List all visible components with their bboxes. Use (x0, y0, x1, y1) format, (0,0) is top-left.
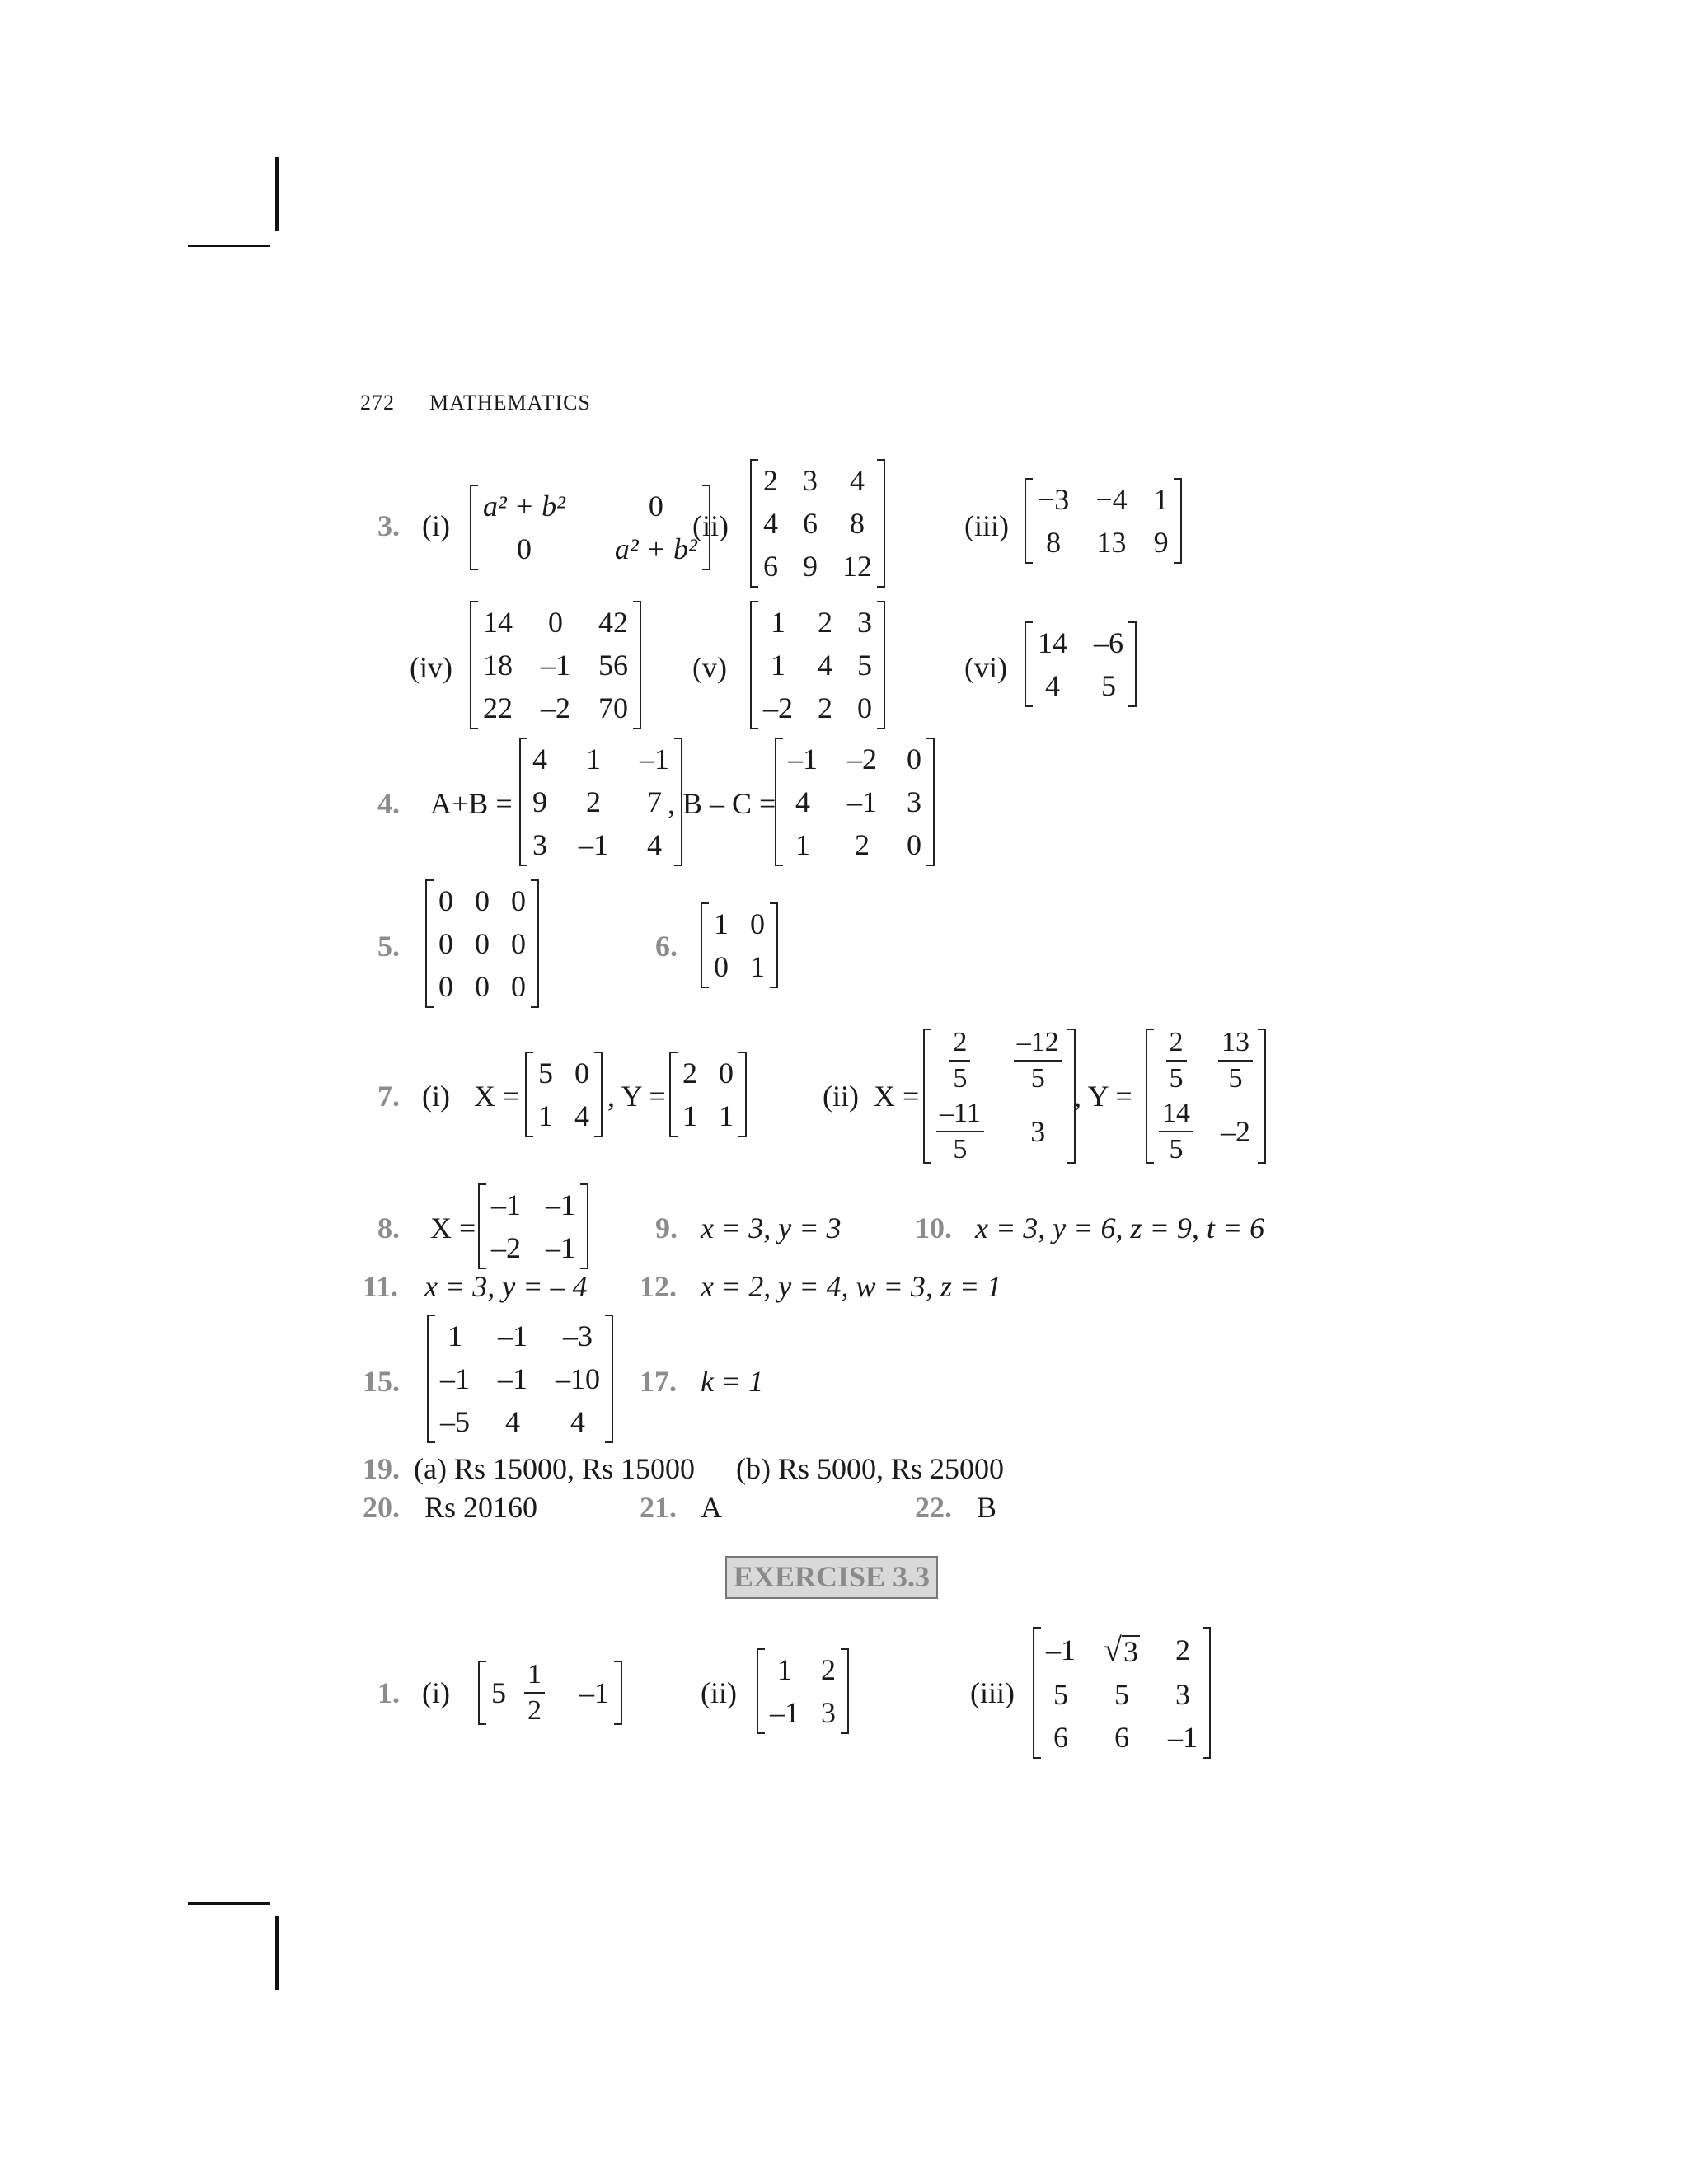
fraction: $\frac{14}{5}$ (1159, 1099, 1193, 1164)
question-number: 8. (377, 1212, 400, 1244)
matrix-cell: 0 (750, 907, 765, 940)
matrix-cell: 0 (511, 970, 526, 1003)
part-label: (i) (422, 1080, 450, 1113)
answer-text: x = 3, y = 3 (701, 1212, 842, 1244)
matrix-cell: 4 (763, 507, 778, 540)
equation-lhs: A+B = (430, 787, 513, 820)
matrix-cell: 8 (1046, 526, 1062, 559)
matrix-cell: –1 (440, 1362, 470, 1395)
matrix-cell: 3 (857, 606, 872, 639)
matrix-cell: 2 (818, 691, 832, 724)
answer-text: x = 3, y = – 4 (424, 1270, 588, 1303)
matrix-cell: 9 (803, 550, 818, 583)
matrix-cell: 0 (475, 970, 490, 1003)
matrix-cell: 5 (538, 1057, 553, 1090)
matrix-cell: 2 (763, 464, 778, 497)
question-number: 17. (640, 1365, 677, 1398)
matrix-cell: –6 (1094, 626, 1123, 659)
part-label: (iii) (970, 1676, 1015, 1709)
matrix-cell: 1 (586, 743, 601, 776)
matrix-cell: –2 (1221, 1115, 1250, 1148)
crop-mark (275, 157, 279, 231)
matrix-cell: 0 (438, 970, 453, 1003)
fraction: $\frac{2}{5}$ (950, 1029, 970, 1093)
equation-lhs: , B – C = (668, 787, 776, 820)
answer-text: A (701, 1491, 722, 1524)
matrix-cell: 5 (857, 649, 872, 682)
question-number: 20. (363, 1491, 400, 1524)
matrix-cell: 4 (818, 649, 832, 682)
matrix-cell: –10 (556, 1362, 600, 1395)
matrix-cell: 2 (1175, 1633, 1190, 1666)
matrix-cell: −3 (1038, 483, 1070, 516)
answer-text: Rs 20160 (424, 1491, 538, 1524)
question-number: 1. (377, 1676, 400, 1709)
question-number: 4. (377, 787, 400, 820)
answer-text: k = 1 (701, 1365, 764, 1398)
matrix-cell: 4 (795, 785, 810, 818)
matrix-cell: 5 (1114, 1678, 1129, 1711)
matrix-cell: a² + b² (614, 532, 697, 565)
matrix-cell: 2 (818, 606, 832, 639)
question-number: 21. (640, 1491, 677, 1524)
equation-lhs: X = (874, 1080, 920, 1113)
matrix-cell: 6 (1053, 1721, 1068, 1754)
matrix-cell: 4 (1045, 669, 1060, 702)
matrix-cell: 70 (598, 691, 628, 724)
matrix-cell: 8 (850, 507, 865, 540)
part-label: (i) (422, 1676, 450, 1709)
matrix-cell: 0 (714, 950, 729, 983)
matrix-cell: –2 (491, 1231, 521, 1264)
answer-text: (a) Rs 15000, Rs 15000 (414, 1452, 695, 1485)
matrix-cell: 1 (795, 828, 810, 861)
matrix-cell: 4 (850, 464, 865, 497)
matrix-cell: 0 (438, 884, 453, 917)
part-label: (ii) (823, 1080, 859, 1113)
matrix-cell: 2 (586, 785, 601, 818)
matrix-cell: 0 (475, 884, 490, 917)
exercise-heading: EXERCISE 3.3 (725, 1556, 938, 1599)
fraction: $\frac{2}{5}$ (1166, 1029, 1187, 1093)
crop-mark (275, 1916, 279, 1990)
matrix-cell: 0 (475, 927, 490, 960)
page-number: 272 (360, 391, 395, 415)
matrix-cell: 6 (763, 550, 778, 583)
matrix-cell: –1 (498, 1362, 528, 1395)
matrix-cell: 42 (598, 606, 628, 639)
matrix-cell: 3 (532, 828, 547, 861)
fraction: $\frac{1}{2}$ (524, 1661, 545, 1725)
sqrt-cell (1104, 1627, 1140, 1673)
equation-lhs: X = (474, 1080, 520, 1113)
matrix-cell: 1 (771, 649, 785, 682)
matrix-cell: 14 (483, 606, 513, 639)
matrix-cell: 56 (598, 649, 628, 682)
matrix-cell: –1 (640, 743, 669, 776)
matrix-cell: 9 (1153, 526, 1169, 559)
question-number: 9. (655, 1212, 678, 1244)
matrix-cell: 0 (516, 532, 532, 565)
matrix-cell: 1 (448, 1319, 462, 1352)
question-number: 22. (915, 1491, 952, 1524)
part-label: (i) (422, 509, 450, 542)
part-label: (ii) (701, 1676, 737, 1709)
matrix-cell: 18 (483, 649, 513, 682)
matrix-cell: –1 (491, 1188, 521, 1221)
matrix-cell: 5 (1101, 669, 1116, 702)
matrix-cell: –1 (546, 1188, 575, 1221)
fraction: $\frac{-11}{5}$ (936, 1099, 984, 1164)
equation-lhs: X = (430, 1212, 476, 1244)
question-number: 3. (377, 509, 400, 542)
matrix-cell: 1 (714, 907, 729, 940)
running-title: MATHEMATICS (429, 391, 591, 415)
matrix-cell: 7 (647, 785, 662, 818)
matrix-cell: –1 (579, 1676, 609, 1709)
matrix-cell: –1 (579, 828, 608, 861)
matrix-cell: –1 (546, 1231, 575, 1264)
matrix-cell: 4 (532, 743, 547, 776)
matrix-cell: –1 (541, 649, 570, 682)
matrix-cell: 0 (438, 927, 453, 960)
matrix-cell: –3 (563, 1319, 593, 1352)
matrix-cell: 4 (574, 1099, 589, 1132)
matrix-cell: 0 (907, 828, 921, 861)
matrix-cell: −4 (1095, 483, 1128, 516)
matrix-cell: –1 (1046, 1633, 1076, 1666)
matrix-cell: 12 (842, 550, 872, 583)
matrix-cell: 1 (682, 1099, 697, 1132)
fraction: $\frac{13}{5}$ (1218, 1029, 1253, 1093)
matrix-cell: 3 (1030, 1115, 1046, 1148)
matrix-cell: 3 (803, 464, 818, 497)
answer-text: x = 2, y = 4, w = 3, z = 1 (701, 1270, 1002, 1303)
matrix-cell: 4 (505, 1405, 520, 1438)
matrix-cell: 6 (803, 507, 818, 540)
part-label: (v) (692, 651, 727, 684)
matrix-cell: 6 (1114, 1721, 1129, 1754)
matrix-cell: –1 (788, 743, 818, 776)
part-label: (vi) (964, 651, 1007, 684)
equation-lhs: , Y = (1074, 1080, 1132, 1113)
matrix-cell: 4 (570, 1405, 585, 1438)
matrix-cell: –1 (498, 1319, 528, 1352)
matrix-cell: 1 (777, 1653, 792, 1686)
question-number: 12. (640, 1270, 677, 1303)
part-label: (ii) (692, 509, 729, 542)
radicand: 3 (1123, 1635, 1138, 1668)
matrix-cell: 1 (538, 1099, 553, 1132)
question-number: 15. (363, 1365, 400, 1398)
answer-text: x = 3, y = 6, z = 9, t = 6 (975, 1212, 1265, 1244)
matrix-cell: –1 (1167, 1721, 1198, 1754)
question-number: 10. (915, 1212, 952, 1244)
matrix-cell: a² + b² (483, 490, 565, 523)
matrix-cell: –2 (847, 743, 877, 776)
matrix-cell: –1 (770, 1696, 799, 1729)
matrix-cell: 22 (483, 691, 513, 724)
matrix-cell: 3 (907, 785, 921, 818)
answer-text: B (977, 1491, 997, 1524)
matrix-cell: 0 (511, 884, 526, 917)
answer-text: (b) Rs 5000, Rs 25000 (736, 1452, 1005, 1485)
matrix-cell: 0 (648, 490, 663, 523)
question-number: 5. (377, 930, 400, 963)
crop-mark (188, 1902, 270, 1905)
matrix-cell: 0 (719, 1057, 734, 1090)
crop-mark (188, 245, 270, 247)
matrix-cell: –2 (541, 691, 570, 724)
matrix-cell: 1 (719, 1099, 734, 1132)
equation-lhs: , Y = (607, 1080, 666, 1113)
question-number: 11. (363, 1270, 399, 1303)
matrix-cell: –1 (847, 785, 877, 818)
fraction: $\frac{-12}{5}$ (1014, 1029, 1062, 1093)
matrix-cell: 5 (491, 1676, 506, 1709)
sqrt-icon: √ (1104, 1631, 1122, 1668)
matrix-cell: –5 (440, 1405, 470, 1438)
matrix-cell: 1 (771, 606, 785, 639)
matrix-cell: 13 (1096, 526, 1127, 559)
matrix-cell: 0 (548, 606, 563, 639)
matrix-cell: 5 (1053, 1678, 1068, 1711)
matrix-cell: 2 (821, 1653, 836, 1686)
matrix-cell: 4 (647, 828, 662, 861)
matrix-cell: 2 (855, 828, 870, 861)
part-label: (iv) (410, 651, 452, 684)
question-number: 6. (655, 930, 678, 963)
matrix-cell: 14 (1038, 626, 1067, 659)
matrix-cell: 2 (682, 1057, 697, 1090)
matrix-cell: 3 (821, 1696, 836, 1729)
question-number: 7. (377, 1080, 400, 1113)
matrix-cell: 0 (511, 927, 526, 960)
matrix-cell: 9 (532, 785, 547, 818)
matrix-cell: 0 (857, 691, 872, 724)
matrix-cell: 0 (574, 1057, 589, 1090)
question-number: 19. (363, 1452, 400, 1485)
part-label: (iii) (964, 509, 1009, 542)
matrix-cell: 1 (1153, 483, 1169, 516)
matrix-cell: –2 (763, 691, 793, 724)
matrix-cell: 1 (750, 950, 765, 983)
matrix-cell: 3 (1175, 1678, 1190, 1711)
matrix-cell: 0 (907, 743, 921, 776)
